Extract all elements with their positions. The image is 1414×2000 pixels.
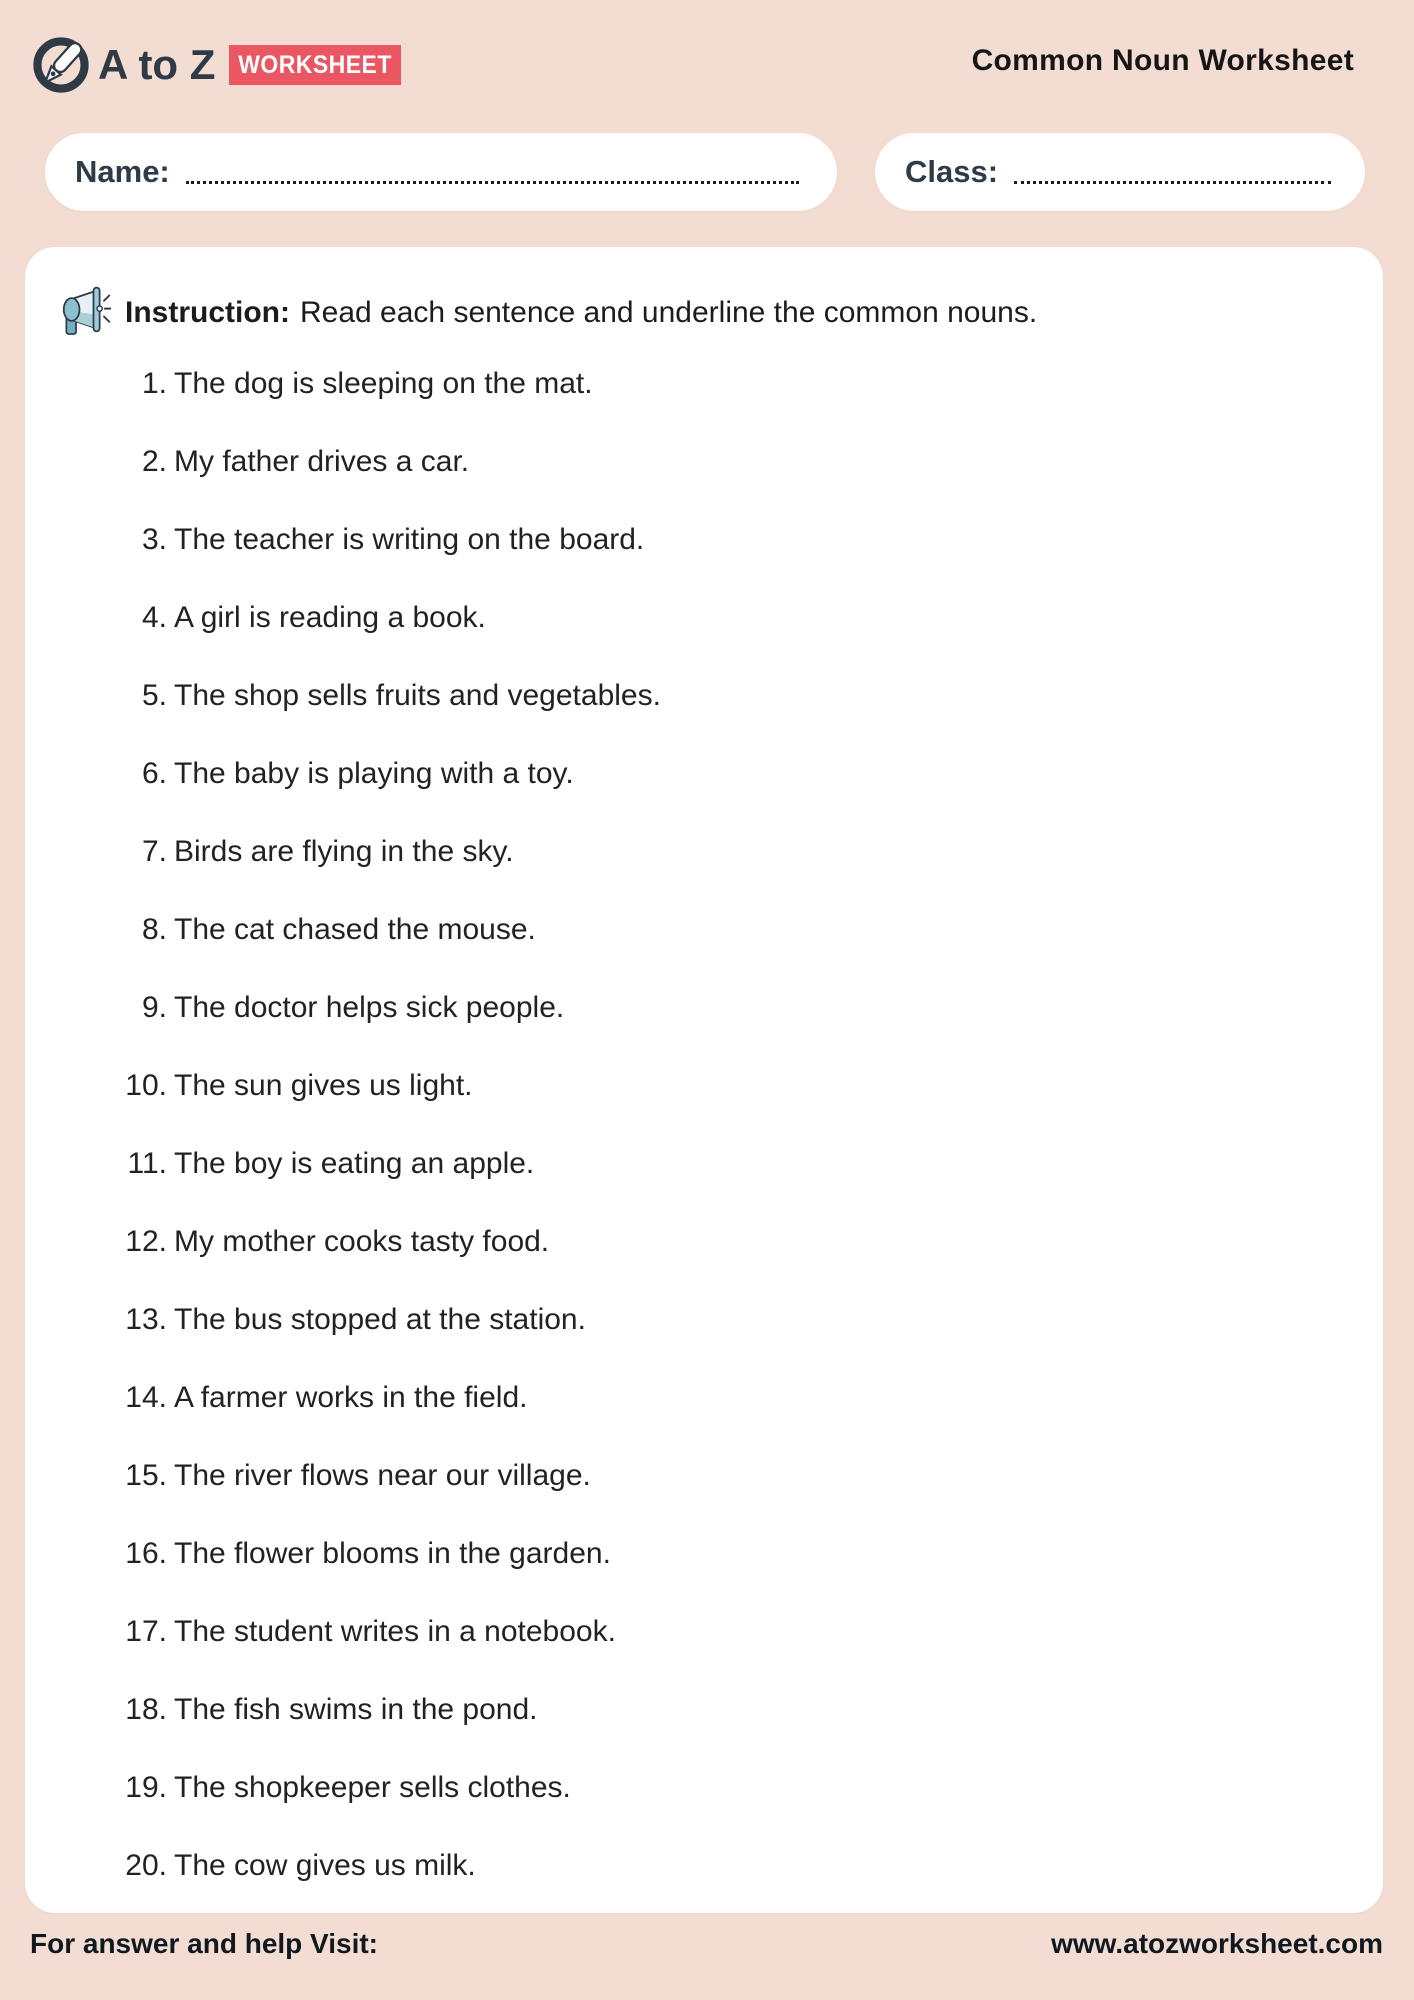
sentence-text: The student writes in a notebook. [174,1615,616,1648]
sentence-number: 5. [141,679,167,712]
sentence-item [55,523,1343,561]
sentence-item [55,1849,1343,1887]
sentence-number: 11. [127,1147,167,1180]
page-title: Common Noun Worksheet [971,44,1354,77]
footer-help-text: For answer and help Visit: [30,1928,379,1959]
sentence-number: 14. [125,1381,167,1414]
sentence-number: 4. [141,601,167,634]
sentence-text: The sun gives us light. [174,1069,473,1102]
instruction [125,296,1037,330]
sentence-text: The cat chased the mouse. [174,913,536,946]
sentence-item [55,757,1343,795]
sentence-number: 15. [125,1459,167,1492]
sentence-item [55,1147,1343,1185]
sentence-number: 7. [141,835,167,868]
sentence-item [55,1693,1343,1731]
sentence-item [55,1069,1343,1107]
sentence-number: 9. [141,991,167,1024]
sentence-text: My mother cooks tasty food. [174,1225,550,1258]
sentence-text: Birds are flying in the sky. [174,835,514,868]
sentence-number: 3. [141,523,167,556]
sentence-number: 2. [141,445,167,478]
sentence-number: 1. [141,367,167,400]
name-label: Name: [75,154,170,189]
sentence-item [55,1537,1343,1575]
sentence-number: 8. [141,913,167,946]
sentence-item [55,601,1343,639]
sentence-text: The shop sells fruits and vegetables. [174,679,661,712]
sentence-list [55,367,1343,1887]
sentence-text: The teacher is writing on the board. [174,523,645,556]
sentence-number: 10. [125,1069,167,1102]
brand-worksheet-badge: WORKSHEET [229,45,401,85]
sentence-item [55,1225,1343,1263]
sentence-number: 12. [125,1225,167,1258]
instruction-row [55,285,1343,341]
worksheet-card [25,247,1383,1913]
sentence-text: The doctor helps sick people. [174,991,565,1024]
footer-website-link[interactable]: www.atozworksheet.com [1051,1928,1383,1959]
sentence-item [55,991,1343,1029]
class-label: Class: [905,154,999,189]
instruction-label: Instruction: [125,296,290,329]
sentence-item [55,679,1343,717]
sentence-text: The bus stopped at the station. [174,1303,586,1336]
sentence-number: 19. [125,1771,167,1804]
name-field-card [45,133,837,211]
sentence-number: 20. [125,1849,167,1882]
sentence-text: A farmer works in the field. [174,1381,528,1414]
instruction-body: Read each sentence and underline the common nouns. [300,296,1038,329]
class-input-line[interactable] [1014,160,1331,184]
sentence-text: The river flows near our village. [174,1459,591,1492]
sentence-item [55,367,1343,405]
megaphone-icon [55,285,111,341]
sentence-number: 16. [125,1537,167,1570]
name-input-line[interactable] [186,160,799,184]
sentence-text: The dog is sleeping on the mat. [174,367,593,400]
sentence-item [55,1303,1343,1341]
sentence-number: 17. [125,1615,167,1648]
sentence-item [55,835,1343,873]
sentence-item [55,1771,1343,1809]
class-field-card [875,133,1365,211]
sentence-text: The shopkeeper sells clothes. [174,1771,571,1804]
sentence-item [55,1459,1343,1497]
sentence-item [55,1381,1343,1419]
sentence-number: 6. [141,757,167,790]
sentence-text: The cow gives us milk. [174,1849,476,1882]
sentence-item [55,445,1343,483]
sentence-text: The fish swims in the pond. [174,1693,538,1726]
sentence-number: 13. [125,1303,167,1336]
sentence-text: The boy is eating an apple. [174,1147,535,1180]
brand-a-to-z: A to Z [98,41,216,88]
pen-in-circle-icon [32,36,90,94]
sentence-text: My father drives a car. [174,445,470,478]
sentence-text: The baby is playing with a toy. [174,757,574,790]
sentence-item [55,913,1343,951]
sentence-text: The flower blooms in the garden. [174,1537,611,1570]
sentence-item [55,1615,1343,1653]
brand-logo [32,36,416,94]
sentence-text: A girl is reading a book. [174,601,486,634]
sentence-number: 18. [125,1693,167,1726]
